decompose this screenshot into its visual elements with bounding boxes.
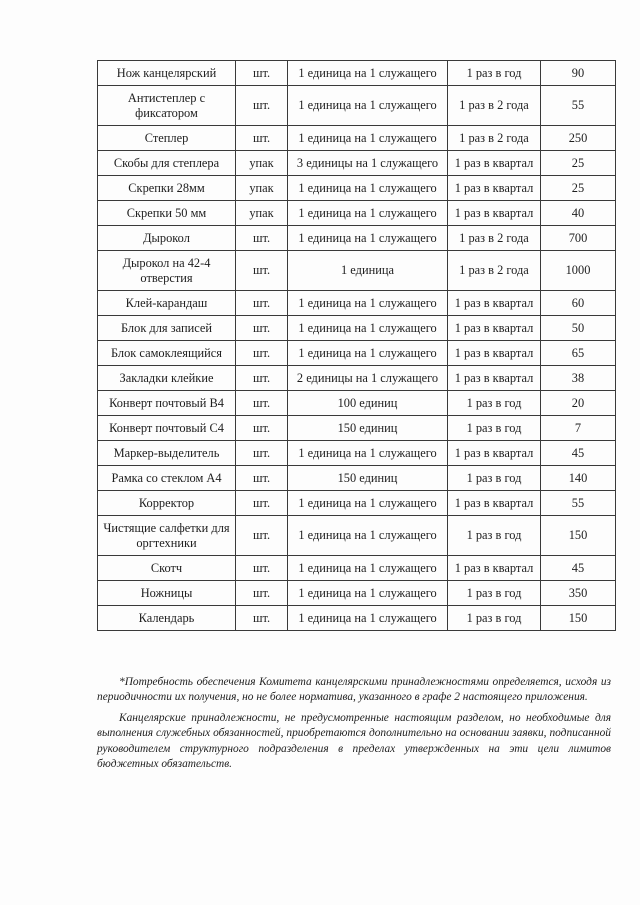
table-row [98, 291, 616, 316]
item-name-cell: Конверт почтовый В4 [98, 391, 236, 416]
item-name-cell: Корректор [98, 491, 236, 516]
quantity-cell: 1 единица на 1 служащего [288, 341, 448, 366]
price-cell: 65 [541, 341, 616, 366]
table-row [98, 61, 616, 86]
unit-cell: шт. [236, 441, 288, 466]
unit-cell: упак [236, 176, 288, 201]
price-cell: 20 [541, 391, 616, 416]
quantity-cell: 1 единица [288, 251, 448, 291]
table-row [98, 126, 616, 151]
price-cell: 1000 [541, 251, 616, 291]
frequency-cell: 1 раз в квартал [448, 341, 541, 366]
table-row [98, 151, 616, 176]
price-cell: 55 [541, 86, 616, 126]
unit-cell: шт. [236, 291, 288, 316]
frequency-cell: 1 раз в квартал [448, 556, 541, 581]
item-name-cell: Скобы для степлера [98, 151, 236, 176]
table-row [98, 341, 616, 366]
item-name-cell: Степлер [98, 126, 236, 151]
frequency-cell: 1 раз в квартал [448, 176, 541, 201]
quantity-cell: 100 единиц [288, 391, 448, 416]
unit-cell: упак [236, 151, 288, 176]
unit-cell: шт. [236, 366, 288, 391]
price-cell: 60 [541, 291, 616, 316]
item-name-cell: Дырокол на 42-4 отверстия [98, 251, 236, 291]
quantity-cell: 1 единица на 1 служащего [288, 126, 448, 151]
quantity-cell: 1 единица на 1 служащего [288, 226, 448, 251]
quantity-cell: 1 единица на 1 служащего [288, 201, 448, 226]
item-name-cell: Блок для записей [98, 316, 236, 341]
price-cell: 45 [541, 556, 616, 581]
quantity-cell: 1 единица на 1 служащего [288, 581, 448, 606]
frequency-cell: 1 раз в квартал [448, 441, 541, 466]
frequency-cell: 1 раз в квартал [448, 366, 541, 391]
item-name-cell: Маркер-выделитель [98, 441, 236, 466]
frequency-cell: 1 раз в год [448, 516, 541, 556]
unit-cell: шт. [236, 126, 288, 151]
price-cell: 45 [541, 441, 616, 466]
quantity-cell: 150 единиц [288, 416, 448, 441]
table-row [98, 556, 616, 581]
quantity-cell: 1 единица на 1 служащего [288, 556, 448, 581]
unit-cell: шт. [236, 341, 288, 366]
unit-cell: шт. [236, 61, 288, 86]
item-name-cell: Дырокол [98, 226, 236, 251]
unit-cell: шт. [236, 556, 288, 581]
item-name-cell: Закладки клейкие [98, 366, 236, 391]
note-paragraph-additional: Канцелярские принадлежности, не предусмотренные настоящим разделом, но необходимые для выполнения служебных обязанностей, приобретаются дополнительно на основании заявки, подписанной руководителем структурного подразделения в пределах утвержденных на эти цели лимитов бюджетных обязательств. [97, 712, 611, 770]
table-row [98, 606, 616, 631]
price-cell: 38 [541, 366, 616, 391]
unit-cell: шт. [236, 316, 288, 341]
unit-cell: шт. [236, 466, 288, 491]
quantity-cell: 1 единица на 1 служащего [288, 606, 448, 631]
table-row [98, 366, 616, 391]
frequency-cell: 1 раз в год [448, 466, 541, 491]
price-cell: 140 [541, 466, 616, 491]
unit-cell: шт. [236, 416, 288, 441]
frequency-cell: 1 раз в квартал [448, 201, 541, 226]
unit-cell: шт. [236, 606, 288, 631]
unit-cell: упак [236, 201, 288, 226]
item-name-cell: Нож канцелярский [98, 61, 236, 86]
item-name-cell: Скрепки 28мм [98, 176, 236, 201]
table-row [98, 226, 616, 251]
price-cell: 55 [541, 491, 616, 516]
unit-cell: шт. [236, 86, 288, 126]
unit-cell: шт. [236, 491, 288, 516]
price-cell: 250 [541, 126, 616, 151]
table-row [98, 201, 616, 226]
quantity-cell: 1 единица на 1 служащего [288, 291, 448, 316]
frequency-cell: 1 раз в квартал [448, 316, 541, 341]
table-row [98, 316, 616, 341]
quantity-cell: 1 единица на 1 служащего [288, 61, 448, 86]
unit-cell: шт. [236, 391, 288, 416]
table-row [98, 581, 616, 606]
frequency-cell: 1 раз в 2 года [448, 126, 541, 151]
frequency-cell: 1 раз в 2 года [448, 86, 541, 126]
price-cell: 150 [541, 606, 616, 631]
item-name-cell: Рамка со стеклом А4 [98, 466, 236, 491]
table-row [98, 176, 616, 201]
table-row [98, 441, 616, 466]
frequency-cell: 1 раз в год [448, 391, 541, 416]
item-name-cell: Блок самоклеящийся [98, 341, 236, 366]
table-row [98, 86, 616, 126]
item-name-cell: Конверт почтовый С4 [98, 416, 236, 441]
item-name-cell: Клей-карандаш [98, 291, 236, 316]
frequency-cell: 1 раз в год [448, 581, 541, 606]
price-cell: 50 [541, 316, 616, 341]
table-row [98, 251, 616, 291]
table-row [98, 516, 616, 556]
table-row [98, 416, 616, 441]
price-cell: 90 [541, 61, 616, 86]
quantity-cell: 1 единица на 1 служащего [288, 491, 448, 516]
price-cell: 150 [541, 516, 616, 556]
unit-cell: шт. [236, 516, 288, 556]
price-cell: 700 [541, 226, 616, 251]
quantity-cell: 1 единица на 1 служащего [288, 86, 448, 126]
item-name-cell: Скотч [98, 556, 236, 581]
price-cell: 350 [541, 581, 616, 606]
frequency-cell: 1 раз в квартал [448, 491, 541, 516]
quantity-cell: 2 единицы на 1 служащего [288, 366, 448, 391]
price-cell: 40 [541, 201, 616, 226]
item-name-cell: Чистящие салфетки для оргтехники [98, 516, 236, 556]
supplies-norms-table [97, 60, 616, 631]
frequency-cell: 1 раз в квартал [448, 291, 541, 316]
quantity-cell: 1 единица на 1 служащего [288, 176, 448, 201]
quantity-cell: 1 единица на 1 служащего [288, 441, 448, 466]
table-body [98, 61, 616, 631]
price-cell: 25 [541, 151, 616, 176]
frequency-cell: 1 раз в 2 года [448, 226, 541, 251]
quantity-cell: 1 единица на 1 служащего [288, 316, 448, 341]
table-row [98, 391, 616, 416]
unit-cell: шт. [236, 226, 288, 251]
item-name-cell: Календарь [98, 606, 236, 631]
item-name-cell: Ножницы [98, 581, 236, 606]
frequency-cell: 1 раз в квартал [448, 151, 541, 176]
unit-cell: шт. [236, 581, 288, 606]
quantity-cell: 1 единица на 1 служащего [288, 516, 448, 556]
frequency-cell: 1 раз в 2 года [448, 251, 541, 291]
frequency-cell: 1 раз в год [448, 606, 541, 631]
unit-cell: шт. [236, 251, 288, 291]
table-row [98, 466, 616, 491]
price-cell: 7 [541, 416, 616, 441]
quantity-cell: 150 единиц [288, 466, 448, 491]
note-paragraph-need: *Потребность обеспечения Комитета канцелярскими принадлежностями определяется, исходя из периодичности их получения, но не более норматива, указанного в графе 2 настоящего приложения. [97, 676, 611, 704]
frequency-cell: 1 раз в год [448, 61, 541, 86]
notes-section [97, 675, 611, 778]
table-row [98, 491, 616, 516]
frequency-cell: 1 раз в год [448, 416, 541, 441]
item-name-cell: Скрепки 50 мм [98, 201, 236, 226]
price-cell: 25 [541, 176, 616, 201]
item-name-cell: Антистеплер с фиксатором [98, 86, 236, 126]
quantity-cell: 3 единицы на 1 служащего [288, 151, 448, 176]
